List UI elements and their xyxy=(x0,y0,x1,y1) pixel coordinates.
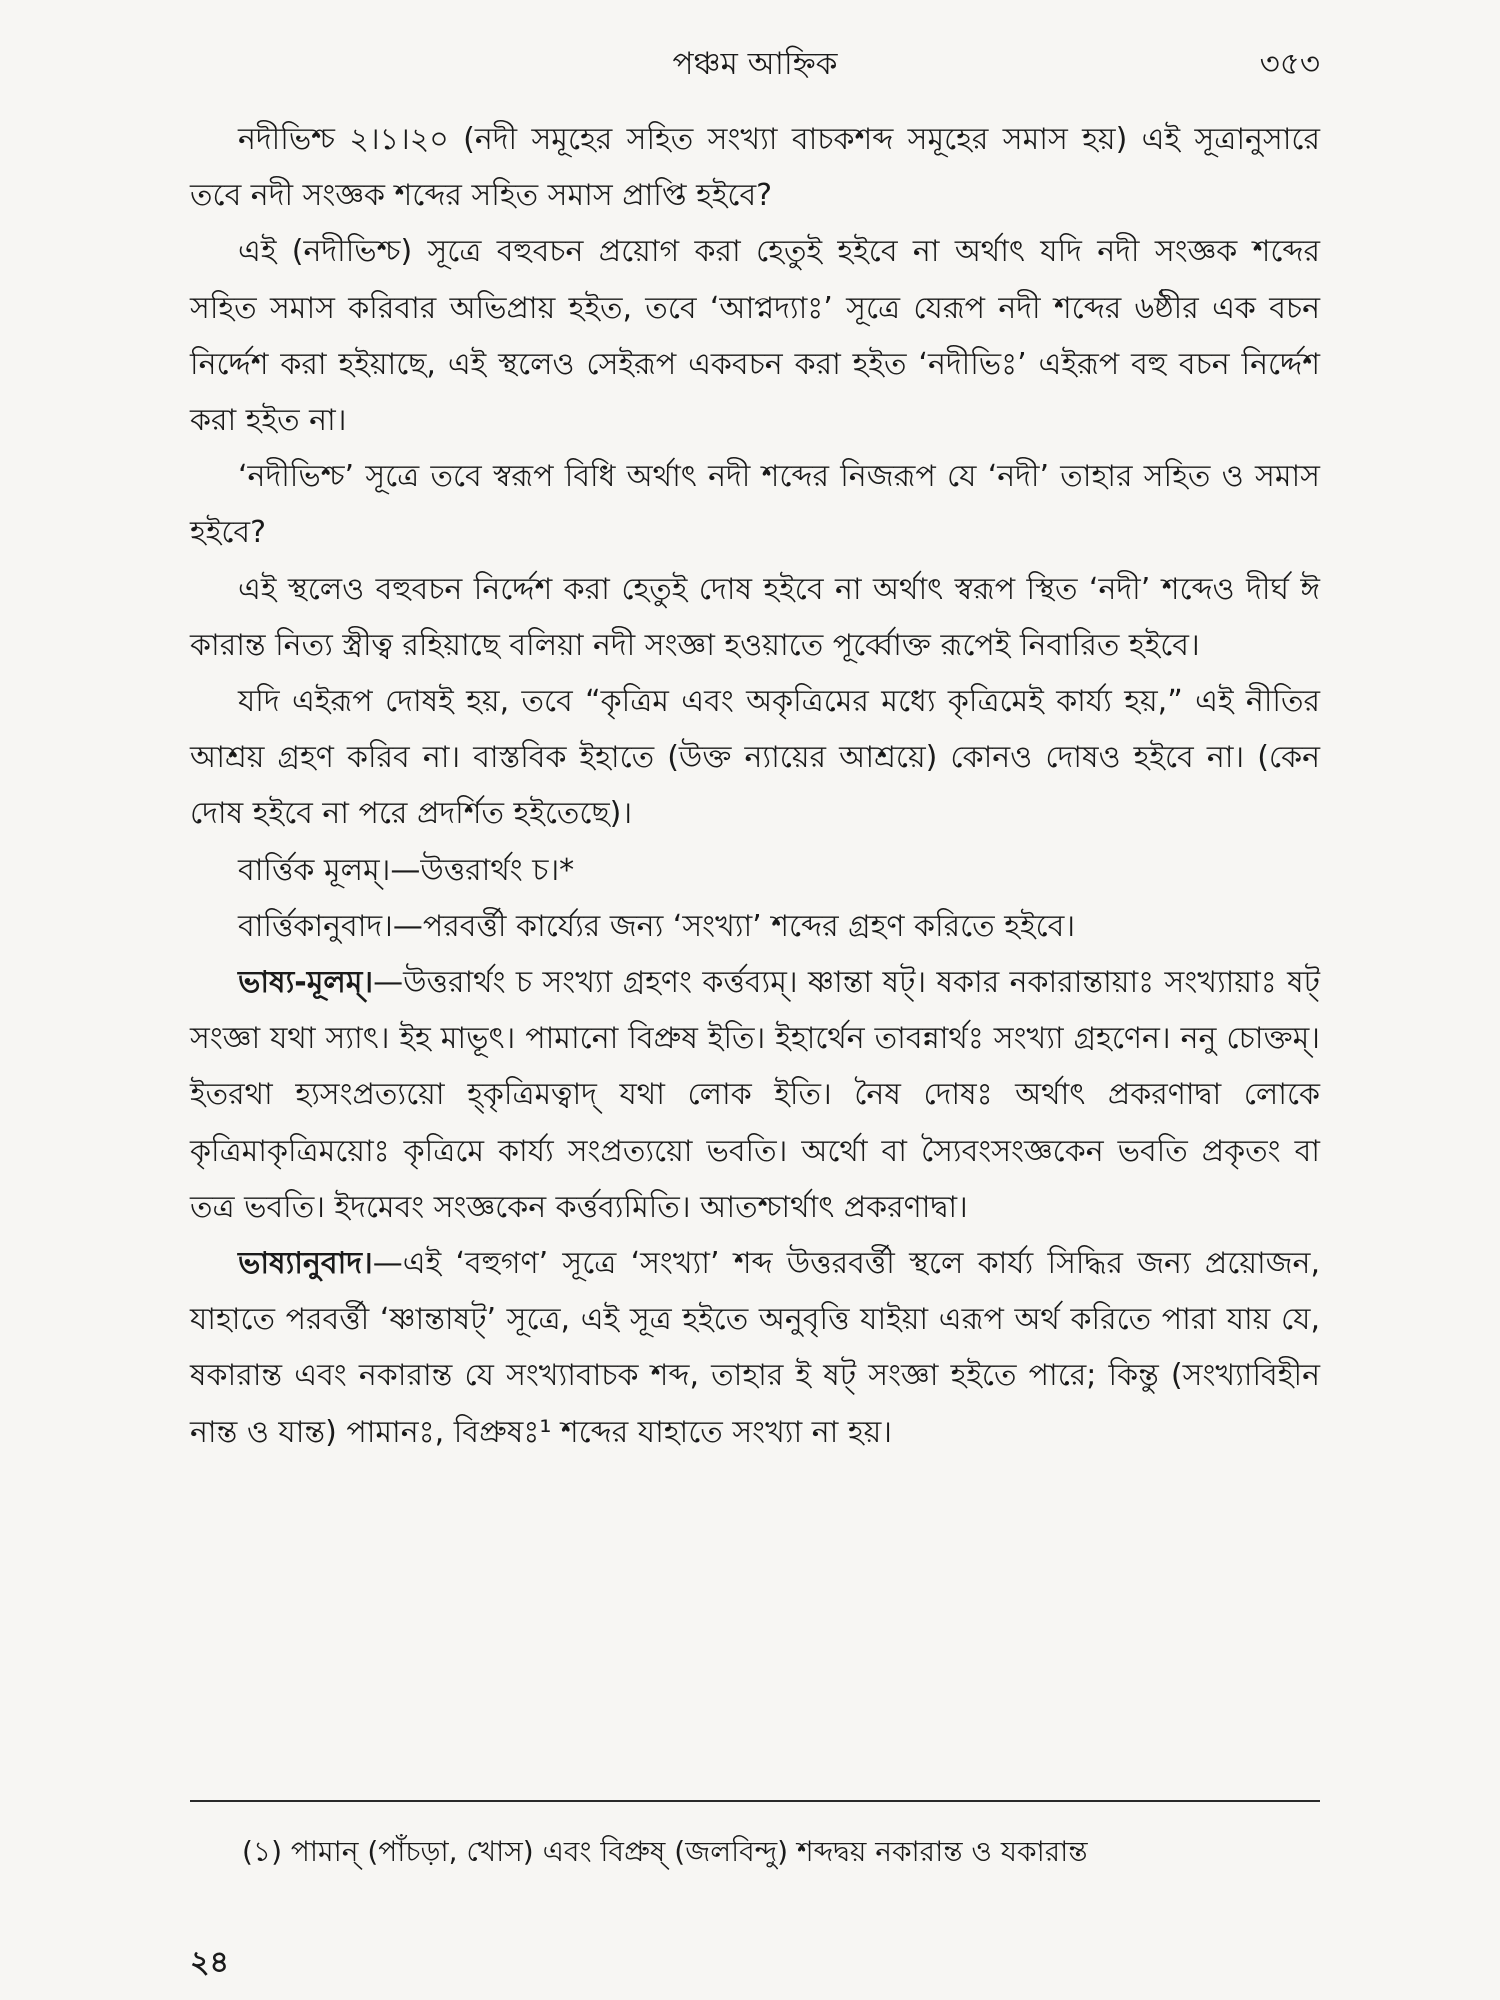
paragraph: যদি এইরূপ দোষই হয়, তবে “কৃত্রিম এবং অকৃত্রিমের মধ্যে কৃত্রিমেই কার্য্য হয়,” এই নীতির আশ্রয় গ্রহণ করিব না। বাস্তবিক ইহাতে (উক্ত ন্যায়ের আশ্রয়ে) কোনও দোষও হইবে না। (কেন দোষ হইবে না পরে প্রদর্শিত হইতেছে)। xyxy=(190,684,1320,832)
signature-mark: ২৪ xyxy=(190,1945,229,1980)
page-number: ৩৫৩ xyxy=(1259,46,1320,82)
bhashya-mulam-text: —উত্তরার্থং চ সংখ্যা গ্রহণং কর্ত্তব্যম্। ষ্ণান্তা ষট্। ষকার নকারান্তায়াঃ সংখ্যায়াঃ ষট্ সংজ্ঞা যথা স্যাৎ। ইহ মাভূৎ। পামানো বিপ্রুষ ইতি। ইহার্থেন তাবন্নার্থঃ সংখ্যা গ্রহণেন। ননু চোক্তম্। ইতরথা হ্যসংপ্রত্যয়ো হ্কৃত্রিমত্বাদ্ যথা লোক ইতি। নৈষ দোষঃ অর্থাৎ প্রকরণাদ্বা লোকে কৃত্রিমাকৃত্রিময়োঃ কৃত্রিমে কার্য্য সংপ্রত্যয়ো ভবতি। অর্থো বা স্যৈবংসংজ্ঞকেন ভবতি প্রকৃতং বা তত্র ভবতি। ইদমেবং সংজ্ঞকেন কর্ত্তব্যমিতি। আতশ্চার্থাৎ প্রকরণাদ্বা। xyxy=(190,965,1320,1225)
paragraph: এই স্থলেও বহুবচন নির্দ্দেশ করা হেতুই দোষ হইবে না অর্থাৎ স্বরূপ স্থিত ‘নদী’ শব্দেও দীর্ঘ ঈ কারান্ত নিত্য স্ত্রীত্ব রহিয়াছে বলিয়া নদী সংজ্ঞা হওয়াতে পূর্ব্বোক্ত রূপেই নিবারিত হইবে। xyxy=(190,571,1320,663)
paragraph: বার্ত্তিকানুবাদ।—পরবর্ত্তী কার্য্যের জন্য ‘সংখ্যা’ শব্দের গ্রহণ করিতে হইবে। xyxy=(238,908,1076,944)
paragraph: ‘নদীভিশ্চ’ সূত্রে তবে স্বরূপ বিধি অর্থাৎ নদী শব্দের নিজরূপ যে ‘নদী’ তাহার সহিত ও সমাস হইবে? xyxy=(190,459,1320,551)
body-text xyxy=(190,112,1320,1461)
bhashyanubad-text: —এই ‘বহুগণ’ সূত্রে ‘সংখ্যা’ শব্দ উত্তরবর্ত্তী স্থলে কার্য্য সিদ্ধির জন্য প্রয়োজন, যাহাতে পরবর্ত্তী ‘ষ্ণান্তাষট্’ সূত্রে, এই সূত্র হইতে অনুবৃত্তি যাইয়া এরূপ অর্থ করিতে পারা যায় যে, ষকারান্ত এবং নকারান্ত যে সংখ্যাবাচক শব্দ, তাহার ই ষট্ সংজ্ঞা হইতে পারে; কিন্তু (সংখ্যাবিহীন নান্ত ও যান্ত) পামানঃ, বিপ্রুষঃ¹ শব্দের যাহাতে সংখ্যা না হয়। xyxy=(190,1246,1320,1450)
bhashya-mulam-label: ভাষ্য-মূলম্। xyxy=(238,965,374,1001)
paragraph: বার্ত্তিক মূলম্।—উত্তরার্থং চ।* xyxy=(238,852,575,888)
footnote: (১) পামান্ (পাঁচড়া, খোস) এবং বিপ্রুষ্ (জলবিন্দু) শব্দদ্বয় নকারান্ত ও যকারান্ত xyxy=(242,1835,1088,1868)
bhashyanubad-paragraph xyxy=(190,1236,1320,1461)
bhashyanubad-label: ভাষ্যানুবাদ। xyxy=(238,1246,373,1282)
running-title: পঞ্চম আহ্নিক xyxy=(672,46,838,82)
paragraph: এই (নদীভিশ্চ) সূত্রে বহুবচন প্রয়োগ করা হেতুই হইবে না অর্থাৎ যদি নদী সংজ্ঞক শব্দের সহিত সমাস করিবার অভিপ্রায় হইত, তবে ‘আপ্নদ্যাঃ’ সূত্রে যেরূপ নদী শব্দের ৬ষ্ঠীর এক বচন নির্দ্দেশ করা হইয়াছে, এই স্থলেও সেইরূপ একবচন করা হইত ‘নদীভিঃ’ এইরূপ বহু বচন নির্দ্দেশ করা হইত না। xyxy=(190,234,1320,439)
footnote-divider xyxy=(190,1800,1320,1802)
bhashya-mulam-paragraph xyxy=(190,955,1320,1236)
running-header xyxy=(190,40,1320,90)
paragraph: নদীভিশ্চ ২।১।২০ (নদী সমূহের সহিত সংখ্যা বাচকশব্দ সমূহের সমাস হয়) এই সূত্রানুসারে তবে নদী সংজ্ঞক শব্দের সহিত সমাস প্রাপ্তি হইবে? xyxy=(190,122,1320,214)
